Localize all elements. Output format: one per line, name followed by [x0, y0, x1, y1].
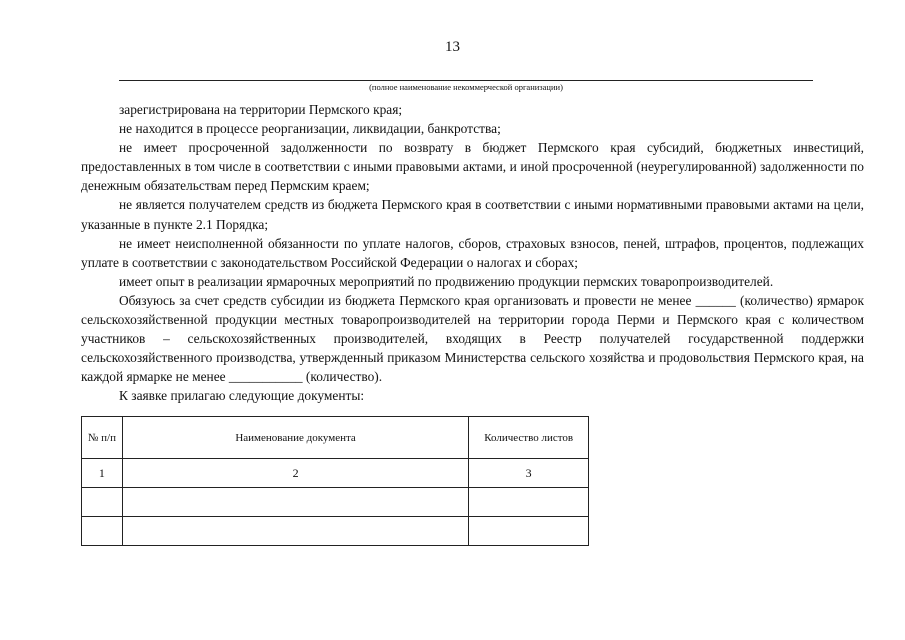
table-cell[interactable] [469, 488, 589, 517]
table-row [82, 488, 589, 517]
paragraph: имеет опыт в реализации ярмарочных мероприятий по продвижению продукции пермских товаропроизводителей. [119, 273, 774, 289]
table-cell[interactable] [82, 488, 123, 517]
table-cell[interactable] [122, 517, 469, 546]
page-number: 13 [445, 39, 460, 55]
organization-name-caption: (полное наименование некоммерческой организации) [369, 82, 563, 92]
table-cell: 1 [82, 459, 123, 488]
organization-name-line [119, 80, 813, 81]
documents-table [81, 416, 589, 546]
header-number: № п/п [82, 417, 123, 459]
table-cell[interactable] [469, 517, 589, 546]
paragraph: не имеет просроченной задолженности по возврату в бюджет Пермского края субсидий, бюджетных инвестиций, предоставленных в том числе в соответствии с иными правовыми актами, и иной просроченной (неурегулированной) задолженности по денежным обязательствам перед Пермским краем; [81, 140, 864, 194]
paragraph: не является получателем средств из бюджета Пермского края в соответствии с иными нормативными правовыми актами на цели, указанные в пункте 2.1 Порядка; [81, 197, 864, 232]
table-cell[interactable] [82, 517, 123, 546]
table-row [82, 517, 589, 546]
table-header-row [82, 417, 589, 459]
table-cell: 2 [122, 459, 469, 488]
header-document-name: Наименование документа [122, 417, 469, 459]
paragraph: зарегистрирована на территории Пермского края; [119, 102, 403, 117]
paragraph: Обязуюсь за счет средств субсидии из бюджета Пермского края организовать и провести не менее ______ (количество) ярмарок сельскохозяйственной продукции местных товаропроизводителей на территории города Перми и Пермского края с количеством участников – сельскохозяйственных производителей, входящих в Реестр получателей государственной поддержки сельскохозяйственного производства, утвержденный приказом Министерства сельского хозяйства и продовольствия Пермского края, на каждой ярмарке не менее ___________ (количество). [81, 292, 864, 385]
paragraph: не находится в процессе реорганизации, ликвидации, банкротства; [119, 121, 501, 137]
paragraph: К заявке прилагаю следующие документы: [119, 388, 365, 404]
table-column-numbers-row [82, 459, 589, 488]
body-text [81, 100, 864, 406]
table-cell: 3 [469, 459, 589, 488]
header-sheet-count: Количество листов [469, 417, 589, 459]
paragraph: не имеет неисполненной обязанности по уплате налогов, сборов, страховых взносов, пеней, штрафов, процентов, подлежащих уплате в соответствии с законодательством Российской Федерации о налогах и сборах; [81, 235, 864, 270]
table-cell[interactable] [122, 488, 469, 517]
